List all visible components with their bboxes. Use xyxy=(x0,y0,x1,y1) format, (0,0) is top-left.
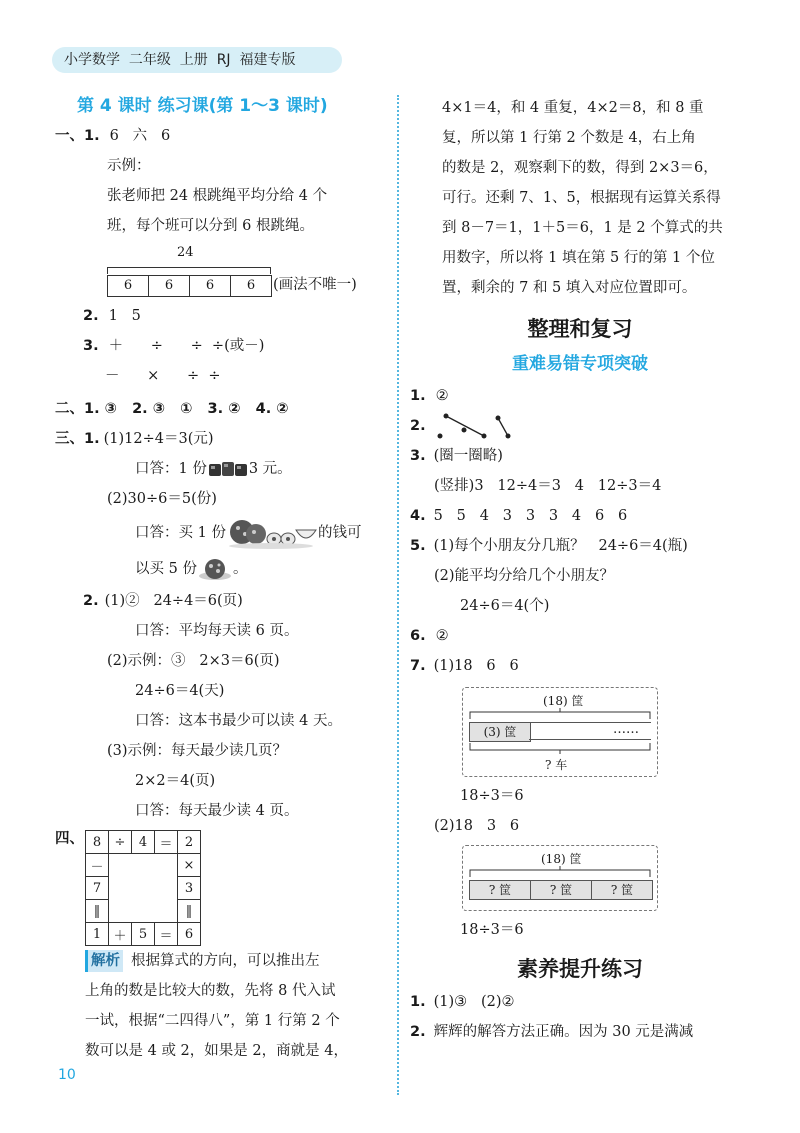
section-label: 二、 xyxy=(55,401,84,417)
analysis-text: 的数是 2，观察剩下的数，得到 2×3＝6， xyxy=(442,160,718,176)
page-number: 10 xyxy=(58,1067,76,1083)
answer-text: ② xyxy=(435,628,449,644)
grid-empty xyxy=(155,877,178,900)
analysis-text: 到 8－7＝1，1＋5＝6，1 是 2 个算式的共 xyxy=(442,220,723,236)
grid-empty xyxy=(132,877,155,900)
answer-text: (2)能平均分给几个小朋友？ xyxy=(434,568,615,584)
grid-empty xyxy=(132,900,155,923)
grid-cell: 2 xyxy=(178,831,201,854)
connect-dots-diagram xyxy=(436,412,516,440)
bar-three-parts xyxy=(469,880,653,900)
oral-answer: 口答：这本书最少可以读 4 天。 xyxy=(135,713,342,729)
answer-text: (圈一圈略) xyxy=(433,448,503,464)
strip-brace xyxy=(107,267,271,274)
left-column xyxy=(55,93,385,1066)
analysis-text: 数可以是 4 或 2，如果是 2，商就是 4， xyxy=(85,1043,348,1059)
oral-answer xyxy=(55,454,385,484)
analysis-text: 4×1＝4，和 4 重复，4×2＝8，和 8 重 xyxy=(442,100,704,116)
grid-cell: ＝ xyxy=(155,923,178,946)
answer-text: (1)③ (2)② xyxy=(433,994,515,1010)
diagram-dots: …… xyxy=(613,722,639,737)
brace-bottom xyxy=(469,742,651,754)
r6 xyxy=(410,621,750,651)
question-number: 3. xyxy=(410,448,426,464)
answer-text: (1)18 6 6 xyxy=(433,658,519,674)
grid-cell: ＝ xyxy=(155,831,178,854)
diagram-total: (18) 筐 xyxy=(541,852,582,866)
answer-text: 24÷6＝4(天) xyxy=(135,683,225,699)
r2 xyxy=(410,411,750,441)
answer-text: (1)② 24÷4＝6(页) xyxy=(104,593,243,609)
analysis-line xyxy=(55,946,385,976)
grid-cell: 1 xyxy=(86,923,109,946)
answer-text: (2)18 3 6 xyxy=(434,818,520,834)
question-number: 4. xyxy=(410,508,426,524)
analysis-text: 根据算式的方向，可以推出左 xyxy=(131,953,320,969)
analysis-text: 上角的数是比较大的数，先将 8 代入试 xyxy=(85,983,336,999)
example-text: 张老师把 24 根跳绳平均分给 4 个 xyxy=(107,188,328,204)
answer-text: ② xyxy=(435,388,449,404)
answer-text: 辉辉的解答方法正确。因为 30 元是满减 xyxy=(433,1024,694,1040)
analysis-text: 置，剩余的 7 和 5 填入对应位置即可。 xyxy=(442,280,697,296)
answer-text: 1. ③ 2. ③ ① 3. ② 4. ② xyxy=(84,401,289,417)
oral-answer: 口答：平均每天读 6 页。 xyxy=(135,623,299,639)
question-number: 1. xyxy=(410,388,426,404)
s3-q2 xyxy=(55,586,385,616)
bar-segment-label: ? 筐 xyxy=(610,883,634,897)
strip-cell: 6 xyxy=(108,276,149,296)
answer-text: － × ÷ ÷ xyxy=(105,368,221,384)
answer-text: 1 5 xyxy=(108,308,141,324)
grid-cell: ‖ xyxy=(178,900,201,923)
grid-empty xyxy=(109,900,132,923)
analysis-text: 可行。还剩 7、1、5，根据现有运算关系得 xyxy=(442,190,721,206)
strip-note: (画法不唯一) xyxy=(273,277,357,293)
grid-cell: 3 xyxy=(178,877,201,900)
answer-text: (竖排)3 12÷4＝3 4 12÷3＝4 xyxy=(434,478,662,494)
r1 xyxy=(410,381,750,411)
section-label: 四、 xyxy=(55,831,84,847)
right-column xyxy=(410,93,750,1047)
oral-answer xyxy=(55,552,385,586)
section-label: 一、 xyxy=(55,128,84,144)
analysis-text: 复，所以第 1 行第 2 个数是 4，右上角 xyxy=(442,130,696,146)
grid-cell: ÷ xyxy=(109,831,132,854)
question-number: 2. xyxy=(83,308,99,324)
r5 xyxy=(410,531,750,561)
r4 xyxy=(410,501,750,531)
answer-text: 3 元。 xyxy=(248,461,292,477)
literacy-title: 素养提升练习 xyxy=(517,957,643,981)
review-title: 整理和复习 xyxy=(527,317,633,341)
s1-q2 xyxy=(55,301,385,331)
s2 xyxy=(55,394,385,424)
strip-total: 24 xyxy=(177,245,194,260)
lesson-title: 第 4 课时 练习课(第 1～3 课时) xyxy=(77,96,328,116)
answer-text: 的钱可 xyxy=(317,525,362,541)
question-number: 1. xyxy=(410,994,426,1010)
truck-diagram-2 xyxy=(462,845,658,911)
oral-answer xyxy=(55,514,385,552)
grid-empty xyxy=(155,900,178,923)
question-number: 2. xyxy=(83,593,99,609)
example-text: 班，每个班可以分到 6 根跳绳。 xyxy=(107,218,314,234)
grid-cell: 7 xyxy=(86,877,109,900)
diagram-total: (18) 筐 xyxy=(543,694,584,708)
s4-block xyxy=(55,830,385,946)
analysis-tag: 解析 xyxy=(85,950,123,972)
bar-segment-label: ? 筐 xyxy=(470,881,531,899)
strip-diagram xyxy=(55,241,385,301)
s1-q3 xyxy=(55,331,385,361)
grid-cell: 6 xyxy=(178,923,201,946)
answer-text: (2)示例：③ 2×3＝6(页) xyxy=(107,653,280,669)
bar-segment xyxy=(469,722,531,742)
truck-diagram-1 xyxy=(462,687,658,777)
l1 xyxy=(410,987,750,1017)
answer-text: 口答：买 1 份 xyxy=(135,525,226,541)
column-divider xyxy=(397,95,399,1095)
snack-icon xyxy=(197,557,233,581)
answer-text: 。 xyxy=(232,561,248,577)
snack-set-icon xyxy=(226,516,318,550)
grid-empty xyxy=(155,854,178,877)
question-number: 3. xyxy=(83,338,99,354)
s3-q1 xyxy=(55,424,385,454)
answer-text: 口答：1 份 xyxy=(135,461,207,477)
grid-cell: 8 xyxy=(86,831,109,854)
analysis-text: 用数字，所以将 1 填在第 5 行的第 1 个位 xyxy=(442,250,715,266)
answer-text: 6 六 6 xyxy=(109,128,171,144)
s1-q1 xyxy=(55,121,385,151)
bar-segment-label: (3) 筐 xyxy=(483,725,517,739)
question-number: 7. xyxy=(410,658,426,674)
strip-cell: 6 xyxy=(190,276,231,296)
r3 xyxy=(410,441,750,471)
strip-cell: 6 xyxy=(246,278,256,293)
l2 xyxy=(410,1017,750,1047)
analysis-text: 一试，根据“二四得八”，第 1 行第 2 个 xyxy=(85,1013,340,1029)
example-label: 示例： xyxy=(107,158,151,174)
question-number: 2. xyxy=(410,1024,426,1040)
header-banner: 小学数学 二年级 上册 RJ 福建专版 xyxy=(52,47,342,73)
question-number: 1. xyxy=(84,128,100,144)
grid-cell: 4 xyxy=(132,831,155,854)
question-number: 1. xyxy=(84,431,100,447)
answer-text: (1)12÷4＝3(元) xyxy=(103,431,214,447)
answer-text: 以买 5 份 xyxy=(135,561,197,577)
bar-segment-label: ? 筐 xyxy=(531,881,592,899)
special-title: 重难易错专项突破 xyxy=(512,354,648,374)
brace-top xyxy=(469,708,651,720)
answer-text: (3)示例：每天最少读几页？ xyxy=(107,743,288,759)
answer-text: 24÷6＝4(个) xyxy=(460,598,550,614)
oral-answer: 口答：每天最少读 4 页。 xyxy=(135,803,299,819)
r7 xyxy=(410,651,750,681)
grid-cell: 5 xyxy=(132,923,155,946)
diagram-question: ? 车 xyxy=(545,758,568,772)
answer-text: 18÷3＝6 xyxy=(460,922,524,938)
brace-top xyxy=(469,866,651,878)
answer-text: 2×2＝4(页) xyxy=(135,773,216,789)
grid-cell: ‖ xyxy=(86,900,109,923)
answer-text: ＋ ÷ ÷ ÷(或－) xyxy=(108,338,265,354)
grid-empty xyxy=(109,854,132,877)
strip-bar xyxy=(107,275,272,297)
grid-empty xyxy=(109,877,132,900)
number-puzzle-grid xyxy=(85,830,201,946)
snack-icon xyxy=(207,458,249,480)
answer-text: (1)每个小朋友分几瓶？ 24÷6＝4(瓶) xyxy=(433,538,688,554)
answer-text: (2)30÷6＝5(份) xyxy=(107,491,217,507)
answer-text: 18÷3＝6 xyxy=(460,788,524,804)
grid-cell: ＋ xyxy=(109,923,132,946)
grid-cell: － xyxy=(86,854,109,877)
question-number: 6. xyxy=(410,628,426,644)
grid-cell: × xyxy=(178,854,201,877)
strip-cell: 6 xyxy=(149,276,190,296)
question-number: 2. xyxy=(410,418,426,434)
grid-empty xyxy=(132,854,155,877)
section-label: 三、 xyxy=(55,431,84,447)
question-number: 5. xyxy=(410,538,426,554)
answer-text: 5 5 4 3 3 3 4 6 6 xyxy=(433,508,628,524)
